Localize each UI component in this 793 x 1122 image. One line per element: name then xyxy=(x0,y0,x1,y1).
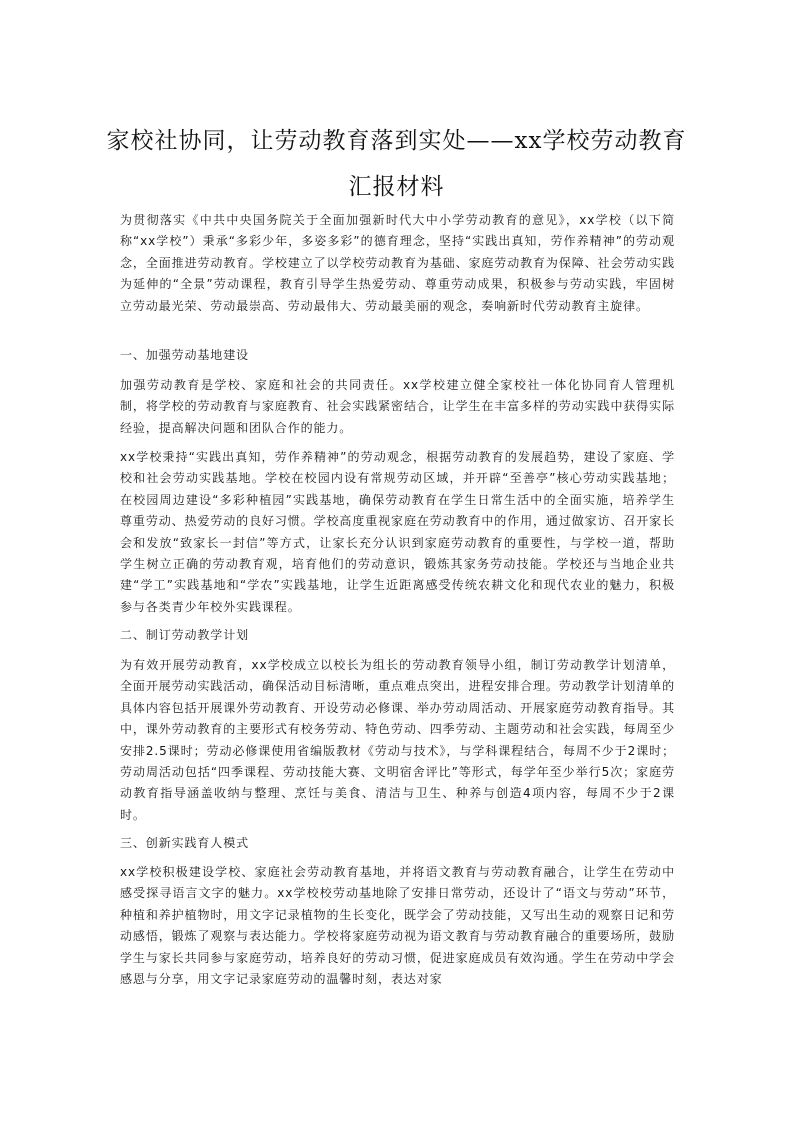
section-3-paragraph-1: xx学校积极建设学校、家庭社会劳动教育基地，并将语文教育与劳动教育融合，让学生在劳动中感受探寻语言文字的魅力。xx学校校劳动基地除了安排日常劳动，还设计了“语文与劳动”环节，种植和养护植物时，用文字记录植物的生长变化，既学会了劳动技能，又写出生动的观察日记和劳动感悟，锻炼了观察与表达能力。学校将家庭劳动视为语文教育与劳动教育融合的重要场所，鼓励学生与家长共同参与家庭劳动，培养良好的劳动习惯，促进家庭成员有效沟通。学生在劳动中学会感恩与分享，用文字记录家庭劳动的温馨时刻，表达对家 xyxy=(120,865,675,987)
intro-paragraph: 为贯彻落实《中共中央国务院关于全面加强新时代大中小学劳动教育的意见》，xx学校（以下简称“xx学校”）秉承“多彩少年，多姿多彩”的德育理念，坚持“实践出真知，劳作养精神”的劳动观念，全面推进劳动教育。学校建立了以学校劳动教育为基础、家庭劳动教育为保障、社会劳动实践为延伸的“全景”劳动课程，教育引导学生热爱劳动、尊重劳动成果，积极参与劳动实践，牢固树立劳动最光荣、劳动最崇高、劳动最伟大、劳动最美丽的观念，奏响新时代劳动教育主旋律。 xyxy=(120,213,675,313)
section-1-paragraph-2: xx学校秉持“实践出真知，劳作养精神”的劳动观念，根据劳动教育的发展趋势，建设了家庭、学校和社会劳动实践基地。学校在校园内设有常规劳动区域，并开辟“至善亭”核心劳动实践基地；在校园周边建设“多彩种植园”实践基地，确保劳动教育在学生日常生活中的全面实施，培养学生尊重劳动、热爱劳动的良好习惯。学校高度重视家庭在劳动教育中的作用，通过做家访、召开家长会和发放“致家长一封信”等方式，让家长充分认识到家庭劳动教育的重要性，与学校一道，帮助学生树立正确的劳动教育观，培育他们的劳动意识，锻炼其家务劳动技能。学校还与当地企业共建“学工”实践基地和“学农”实践基地，让学生近距离感受传统农耕文化和现代农业的魅力，积极参与各类青少年校外实践课程。 xyxy=(120,450,675,614)
section-1-paragraph-1: 加强劳动教育是学校、家庭和社会的共同责任。xx学校建立健全家校社一体化协同育人管理机制，将学校的劳动教育与家庭教育、社会实践紧密结合，让学生在丰富多样的劳动实践中获得实际经验，提高解决问题和团队合作的能力。 xyxy=(120,378,675,435)
document-title: 家校社协同，让劳动教育落到实处——xx学校劳动教育汇报材料 xyxy=(106,128,687,200)
section-3-heading: 三、创新实践育人模式 xyxy=(120,836,250,850)
section-2-paragraph-1: 为有效开展劳动教育，xx学校成立以校长为组长的劳动教育领导小组，制订劳动教学计划清单，全面开展劳动实践活动，确保活动目标清晰，重点难点突出，进程安排合理。劳动教学计划清单的具体内容包括开展课外劳动教育、开设劳动必修课、举办劳动周活动、开展家庭劳动教育指导。其中，课外劳动教育的主要形式有校务劳动、特色劳动、四季劳动、主题劳动和社会实践，每周至少安排2.5课时；劳动必修课使用省编版教材《劳动与技术》，与学科课程结合，每周不少于2课时；劳动周活动包括“四季课程、劳动技能大赛、文明宿舍评比”等形式，每学年至少举行5次；家庭劳动教育指导涵盖收纳与整理、烹饪与美食、清洁与卫生、种养与创造4项内容，每周不少于2课时。 xyxy=(120,658,675,822)
section-1-heading: 一、加强劳动基地建设 xyxy=(120,348,250,362)
section-2-heading: 二、制订劳动教学计划 xyxy=(120,628,250,642)
